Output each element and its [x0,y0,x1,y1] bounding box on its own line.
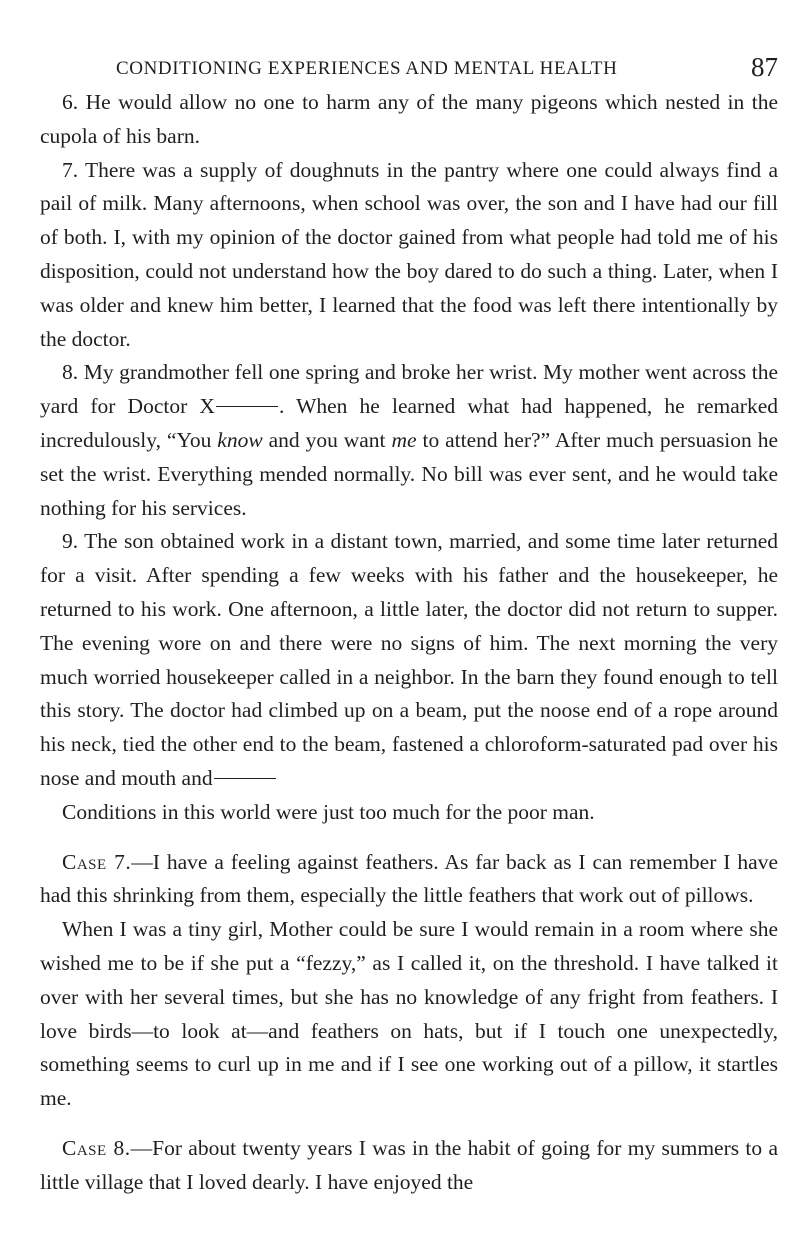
item-8-text-a: 8. My grandmother fell one spring and broke her wrist. My mother went across the yard for Doctor X [40,360,778,419]
page-number: 87 [751,52,778,82]
item-8-text-c: and you want [262,427,392,452]
case-8-text: —For about twenty years I was in the habit of going for my summers to a little village that I loved dearly. I have enjoyed the [40,1135,778,1194]
case-7-text: —I have a feeling against feathers. As far back as I can remember I have had this shrinking from them, especially the little feathers that work out of pillows. [40,849,778,908]
book-page [40,52,778,1200]
item-8-text-b: . When he learned what had happened, he remarked incredulously, “You [40,394,778,452]
case-7-label: Case 7. [62,849,132,874]
item-8-text-d: to attend her?” After much persuasion he set the wrist. Everything mended normally. No bill was ever sent, and he would take nothing for his services. [40,427,778,520]
item-9-text: 9. The son obtained work in a distant town, married, and some time later returned for a visit. After spending a few weeks with his father and the housekeeper, he returned to his work. One afternoon, a little later, the doctor did not return to supper. The evening wore on and there were no signs of him. The next morning the very much worried housekeeper called in a neighbor. In the barn they found enough to tell this story. The doctor had climbed up on a beam, put the noose end of a rope around his neck, tied the other end to the beam, fastened a chloroform-saturated pad over his nose and mouth and [40,529,778,790]
paragraph-item-8 [40,356,778,525]
paragraph-item-7: 7. There was a supply of doughnuts in the pantry where one could always find a pail of milk. Many afternoons, when school was over, the son and I have had our fill of both. I, with my opinion of the doctor gained from what people had told me of his disposition, could not understand how the boy dared to do such a thing. Later, when I was older and knew him better, I learned that the food was left there intentionally by the doctor. [40,157,778,351]
case-7-paragraph-2: When I was a tiny girl, Mother could be sure I would remain in a room where she wished me to be if she put a “fezzy,” as I called it, on the threshold. I have talked it over with her several times, but she has no knowledge of any fright from feathers. I love birds—to look at—and feathers on hats, but if I touch one unexpectedly, something seems to curl up in me and if I see one working out of a pillow, it startles me. [40,917,778,1111]
case-7-paragraph [40,846,778,914]
case-8-label: Case 8. [62,1135,131,1160]
paragraph-conditions: Conditions in this world were just too much for the poor man. [62,799,595,824]
item-8-emphasis-know: know [217,427,263,452]
name-redaction-dash [216,406,278,407]
paragraph-item-9 [40,525,778,795]
item-8-emphasis-me: me [391,427,417,452]
trailing-dash [214,778,276,779]
body-text [40,86,778,1200]
running-head-title: CONDITIONING EXPERIENCES AND MENTAL HEALTH [116,58,618,79]
paragraph-item-6: 6. He would allow no one to harm any of the many pigeons which nested in the cupola of his barn. [40,90,778,148]
running-head [40,52,778,86]
case-8-paragraph [40,1132,778,1200]
